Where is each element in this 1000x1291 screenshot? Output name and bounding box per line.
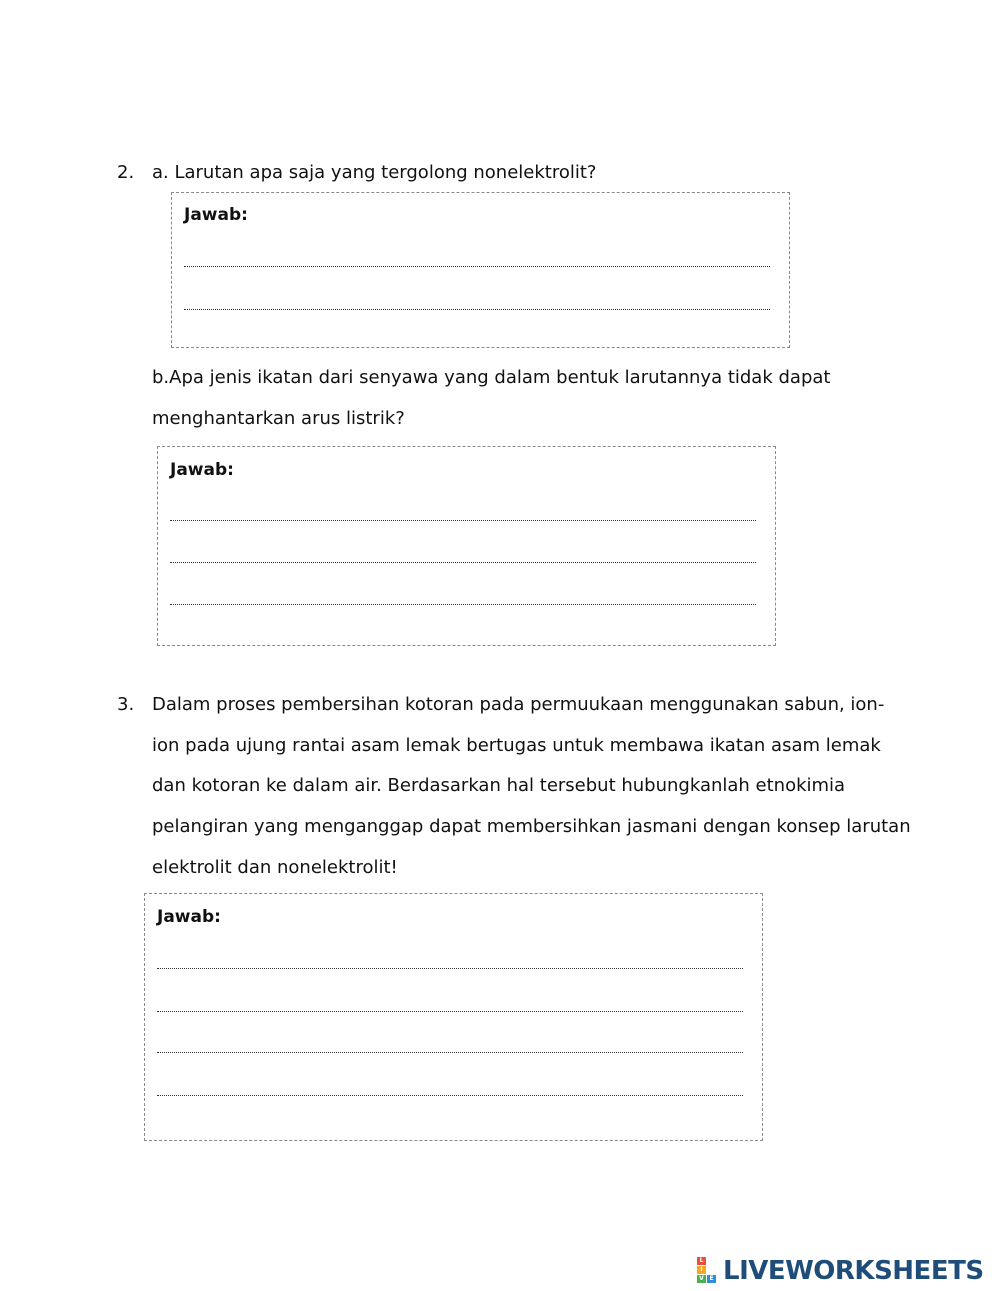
answer-line[interactable]	[157, 1011, 743, 1012]
logo-square: V	[697, 1275, 706, 1283]
question-3-text-line: ion pada ujung rantai asam lemak bertugas untuk membawa ikatan asam lemak	[152, 735, 881, 756]
question-3-text-line: dan kotoran ke dalam air. Berdasarkan hal tersebut hubungkanlah etnokimia	[152, 775, 846, 796]
answer-line[interactable]	[170, 604, 756, 605]
logo-square: I	[697, 1266, 706, 1274]
question-3-text-line: Dalam proses pembersihan kotoran pada permuukaan menggunakan sabun, ion-	[152, 694, 885, 715]
answer-label: Jawab:	[157, 907, 221, 927]
answer-line[interactable]	[184, 309, 770, 310]
logo-squares-icon	[697, 1257, 721, 1285]
answer-line[interactable]	[170, 520, 756, 521]
question-number: 3.	[117, 694, 135, 715]
answer-box-2b[interactable]	[157, 446, 776, 646]
answer-box-2a[interactable]	[171, 192, 790, 348]
answer-box-3[interactable]	[144, 893, 763, 1141]
liveworksheets-logo	[697, 1256, 984, 1286]
answer-line[interactable]	[157, 1052, 743, 1053]
brand-name: LIVEWORKSHEETS	[723, 1256, 984, 1286]
question-2a-text: a. Larutan apa saja yang tergolong nonelektrolit?	[152, 162, 597, 183]
question-3-text-line: elektrolit dan nonelektrolit!	[152, 857, 398, 878]
answer-line[interactable]	[170, 562, 756, 563]
answer-label: Jawab:	[170, 460, 234, 480]
logo-square: L	[697, 1257, 706, 1265]
question-3-text-line: pelangiran yang menganggap dapat membersihkan jasmani dengan konsep larutan	[152, 816, 911, 837]
answer-label: Jawab:	[184, 205, 248, 225]
answer-line[interactable]	[157, 1095, 743, 1096]
question-2b-text-line2: menghantarkan arus listrik?	[152, 408, 405, 429]
answer-line[interactable]	[184, 266, 770, 267]
answer-line[interactable]	[157, 968, 743, 969]
logo-square: E	[707, 1275, 716, 1283]
question-number: 2.	[117, 162, 135, 183]
question-2b-text-line1: b.Apa jenis ikatan dari senyawa yang dalam bentuk larutannya tidak dapat	[152, 367, 831, 388]
